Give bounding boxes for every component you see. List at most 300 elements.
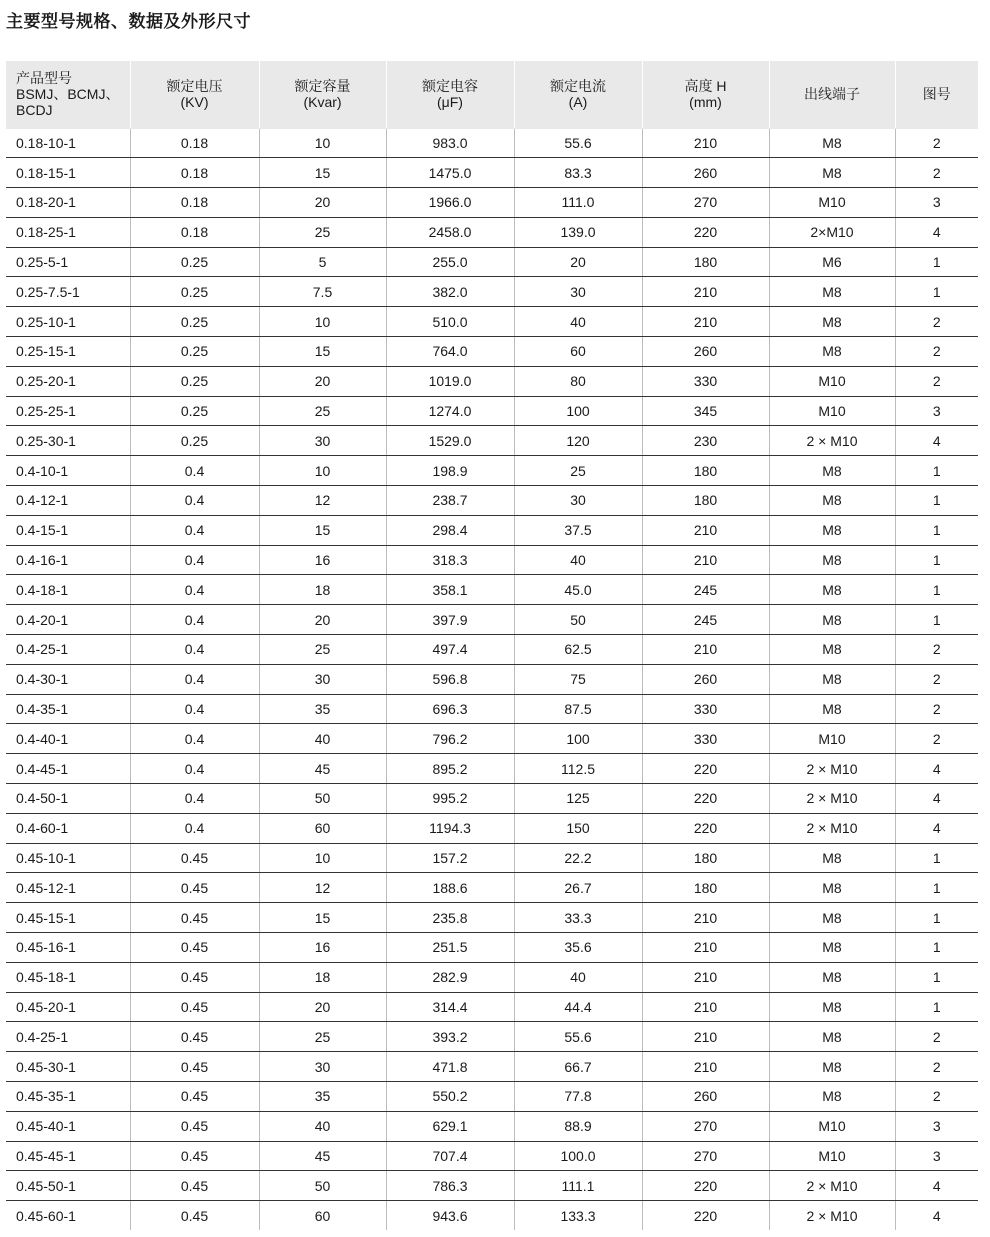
cell-rated-capacitance: 707.4 xyxy=(386,1141,514,1171)
cell-rated-capacitance: 382.0 xyxy=(386,277,514,307)
cell-rated-capacitance: 1194.3 xyxy=(386,813,514,843)
cell-rated-capacity: 15 xyxy=(259,337,386,367)
cell-rated-capacity: 15 xyxy=(259,903,386,933)
header-line: 额定容量 xyxy=(294,78,351,95)
table-row xyxy=(6,1111,978,1141)
cell-rated-voltage: 0.45 xyxy=(130,1171,259,1201)
cell-rated-capacity: 30 xyxy=(259,1052,386,1082)
cell-rated-capacity: 20 xyxy=(259,366,386,396)
cell-rated-voltage: 0.4 xyxy=(130,724,259,754)
table-row xyxy=(6,1141,978,1171)
cell-rated-current: 150 xyxy=(514,813,642,843)
cell-rated-capacity: 35 xyxy=(259,1082,386,1112)
cell-height: 210 xyxy=(642,277,769,307)
cell-rated-current: 100 xyxy=(514,724,642,754)
cell-rated-capacity: 45 xyxy=(259,754,386,784)
cell-rated-voltage: 0.4 xyxy=(130,694,259,724)
cell-model: 0.4-15-1 xyxy=(6,515,130,545)
cell-terminal: M8 xyxy=(769,1052,895,1082)
cell-rated-capacitance: 1274.0 xyxy=(386,396,514,426)
cell-rated-capacity: 16 xyxy=(259,545,386,575)
cell-height: 330 xyxy=(642,724,769,754)
column-header-height xyxy=(642,61,769,128)
cell-rated-voltage: 0.4 xyxy=(130,545,259,575)
cell-model: 0.4-18-1 xyxy=(6,575,130,605)
cell-rated-current: 62.5 xyxy=(514,635,642,665)
cell-model: 0.4-12-1 xyxy=(6,486,130,516)
cell-rated-capacitance: 764.0 xyxy=(386,337,514,367)
table-row xyxy=(6,217,978,247)
cell-model: 0.45-16-1 xyxy=(6,933,130,963)
cell-figure-number: 4 xyxy=(895,1201,978,1231)
cell-rated-current: 66.7 xyxy=(514,1052,642,1082)
cell-terminal: 2 × M10 xyxy=(769,813,895,843)
cell-rated-current: 25 xyxy=(514,456,642,486)
table-row xyxy=(6,337,978,367)
table-row xyxy=(6,724,978,754)
cell-terminal: M8 xyxy=(769,1082,895,1112)
cell-rated-voltage: 0.45 xyxy=(130,873,259,903)
cell-height: 210 xyxy=(642,635,769,665)
cell-rated-current: 40 xyxy=(514,307,642,337)
cell-rated-capacitance: 895.2 xyxy=(386,754,514,784)
cell-terminal: M10 xyxy=(769,1141,895,1171)
cell-figure-number: 1 xyxy=(895,843,978,873)
cell-height: 260 xyxy=(642,337,769,367)
cell-rated-current: 100.0 xyxy=(514,1141,642,1171)
column-header-rated-current xyxy=(514,61,642,128)
table-row xyxy=(6,813,978,843)
cell-terminal: M8 xyxy=(769,664,895,694)
cell-rated-voltage: 0.45 xyxy=(130,933,259,963)
cell-figure-number: 2 xyxy=(895,1052,978,1082)
cell-model: 0.45-35-1 xyxy=(6,1082,130,1112)
cell-terminal: M8 xyxy=(769,873,895,903)
cell-figure-number: 1 xyxy=(895,486,978,516)
cell-model: 0.4-16-1 xyxy=(6,545,130,575)
cell-figure-number: 1 xyxy=(895,962,978,992)
cell-figure-number: 2 xyxy=(895,1082,978,1112)
cell-figure-number: 2 xyxy=(895,1022,978,1052)
table-row xyxy=(6,754,978,784)
cell-rated-capacity: 12 xyxy=(259,873,386,903)
cell-rated-capacity: 25 xyxy=(259,635,386,665)
cell-model: 0.25-20-1 xyxy=(6,366,130,396)
column-header-terminal xyxy=(769,61,895,128)
cell-rated-voltage: 0.4 xyxy=(130,635,259,665)
cell-terminal: M8 xyxy=(769,515,895,545)
cell-rated-current: 111.1 xyxy=(514,1171,642,1201)
cell-height: 210 xyxy=(642,992,769,1022)
cell-model: 0.4-30-1 xyxy=(6,664,130,694)
cell-rated-capacity: 10 xyxy=(259,128,386,158)
cell-rated-capacitance: 157.2 xyxy=(386,843,514,873)
table-row xyxy=(6,575,978,605)
cell-height: 180 xyxy=(642,456,769,486)
header-line: 产品型号 xyxy=(16,70,72,87)
cell-rated-current: 83.3 xyxy=(514,158,642,188)
cell-rated-capacity: 5 xyxy=(259,247,386,277)
cell-rated-voltage: 0.45 xyxy=(130,1022,259,1052)
spec-table xyxy=(6,61,978,1230)
table-row xyxy=(6,843,978,873)
cell-rated-current: 77.8 xyxy=(514,1082,642,1112)
cell-rated-current: 44.4 xyxy=(514,992,642,1022)
cell-rated-voltage: 0.25 xyxy=(130,277,259,307)
cell-figure-number: 1 xyxy=(895,277,978,307)
cell-height: 220 xyxy=(642,754,769,784)
cell-terminal: M8 xyxy=(769,605,895,635)
table-row xyxy=(6,903,978,933)
table-row xyxy=(6,277,978,307)
header-line: BSMJ、BCMJ、 xyxy=(16,86,120,103)
cell-rated-voltage: 0.25 xyxy=(130,426,259,456)
cell-height: 330 xyxy=(642,694,769,724)
cell-model: 0.4-20-1 xyxy=(6,605,130,635)
table-row xyxy=(6,515,978,545)
cell-rated-current: 80 xyxy=(514,366,642,396)
cell-terminal: M8 xyxy=(769,158,895,188)
cell-terminal: M10 xyxy=(769,366,895,396)
cell-rated-capacitance: 510.0 xyxy=(386,307,514,337)
cell-figure-number: 3 xyxy=(895,396,978,426)
cell-rated-capacity: 10 xyxy=(259,307,386,337)
header-line: (A) xyxy=(568,94,588,111)
cell-rated-current: 55.6 xyxy=(514,1022,642,1052)
cell-model: 0.18-15-1 xyxy=(6,158,130,188)
cell-rated-voltage: 0.4 xyxy=(130,575,259,605)
cell-rated-capacity: 60 xyxy=(259,813,386,843)
cell-figure-number: 1 xyxy=(895,903,978,933)
cell-rated-voltage: 0.25 xyxy=(130,247,259,277)
cell-figure-number: 4 xyxy=(895,754,978,784)
cell-figure-number: 4 xyxy=(895,426,978,456)
cell-height: 220 xyxy=(642,217,769,247)
cell-rated-current: 120 xyxy=(514,426,642,456)
cell-figure-number: 4 xyxy=(895,784,978,814)
cell-rated-capacity: 30 xyxy=(259,426,386,456)
cell-model: 0.45-50-1 xyxy=(6,1171,130,1201)
cell-height: 260 xyxy=(642,158,769,188)
table-row xyxy=(6,545,978,575)
header-line: 出线端子 xyxy=(804,86,860,103)
column-header-rated-voltage xyxy=(130,61,259,128)
cell-terminal: M8 xyxy=(769,307,895,337)
cell-rated-capacitance: 235.8 xyxy=(386,903,514,933)
cell-rated-capacity: 25 xyxy=(259,217,386,247)
table-row xyxy=(6,426,978,456)
cell-terminal: 2 × M10 xyxy=(769,754,895,784)
cell-height: 345 xyxy=(642,396,769,426)
cell-height: 180 xyxy=(642,486,769,516)
table-body xyxy=(6,128,978,1230)
cell-model: 0.45-60-1 xyxy=(16,1207,76,1224)
table-row xyxy=(6,784,978,814)
cell-rated-capacity: 40 xyxy=(259,724,386,754)
cell-rated-capacity: 12 xyxy=(259,486,386,516)
cell-terminal: M8 xyxy=(769,128,895,158)
cell-figure-number: 2 xyxy=(895,337,978,367)
cell-rated-capacitance: 238.7 xyxy=(386,486,514,516)
cell-rated-capacity: 30 xyxy=(259,664,386,694)
cell-height: 220 xyxy=(642,1201,769,1231)
cell-rated-current: 50 xyxy=(514,605,642,635)
cell-rated-voltage: 0.45 xyxy=(130,1111,259,1141)
cell-figure-number: 1 xyxy=(895,247,978,277)
cell-terminal: M8 xyxy=(769,456,895,486)
cell-terminal: 2 × M10 xyxy=(769,1171,895,1201)
cell-rated-capacity: 16 xyxy=(259,933,386,963)
cell-rated-capacity: 15 xyxy=(259,515,386,545)
cell-terminal: M8 xyxy=(769,486,895,516)
cell-rated-voltage: 0.4 xyxy=(130,456,259,486)
header-line: 图号 xyxy=(922,86,951,103)
cell-height: 270 xyxy=(642,1141,769,1171)
cell-rated-voltage: 0.4 xyxy=(130,515,259,545)
cell-model: 0.25-5-1 xyxy=(6,247,130,277)
cell-model: 0.18-25-1 xyxy=(6,217,130,247)
cell-rated-capacitance: 298.4 xyxy=(386,515,514,545)
cell-rated-capacity: 45 xyxy=(259,1141,386,1171)
cell-terminal: M10 xyxy=(769,396,895,426)
cell-figure-number: 1 xyxy=(895,575,978,605)
cell-rated-voltage: 0.4 xyxy=(130,664,259,694)
cell-terminal: M8 xyxy=(769,843,895,873)
cell-figure-number: 3 xyxy=(895,1111,978,1141)
cell-model: 0.4-25-1 xyxy=(6,635,130,665)
cell-model: 0.25-30-1 xyxy=(6,426,130,456)
cell-rated-voltage: 0.45 xyxy=(130,992,259,1022)
cell-rated-capacitance: 397.9 xyxy=(386,605,514,635)
cell-rated-capacity: 15 xyxy=(259,158,386,188)
cell-rated-current: 87.5 xyxy=(514,694,642,724)
cell-rated-current: 133.3 xyxy=(514,1201,642,1231)
cell-rated-current: 139.0 xyxy=(514,217,642,247)
cell-figure-number: 2 xyxy=(895,307,978,337)
cell-rated-capacity: 25 xyxy=(259,1022,386,1052)
cell-rated-capacitance: 1019.0 xyxy=(386,366,514,396)
cell-rated-capacitance: 393.2 xyxy=(386,1022,514,1052)
cell-terminal: 2 × M10 xyxy=(769,784,895,814)
cell-height: 270 xyxy=(642,1111,769,1141)
cell-rated-voltage: 0.45 xyxy=(130,962,259,992)
table-row xyxy=(6,247,978,277)
cell-terminal: M8 xyxy=(769,992,895,1022)
cell-height: 230 xyxy=(642,426,769,456)
cell-rated-capacity: 10 xyxy=(259,843,386,873)
header-line: (KV) xyxy=(180,94,209,111)
cell-rated-capacitance: 358.1 xyxy=(386,575,514,605)
cell-rated-voltage: 0.4 xyxy=(130,784,259,814)
header-line: 额定电容 xyxy=(422,78,478,95)
cell-rated-voltage: 0.4 xyxy=(130,813,259,843)
cell-height: 210 xyxy=(642,903,769,933)
cell-rated-current: 55.6 xyxy=(514,128,642,158)
cell-rated-voltage: 0.25 xyxy=(130,337,259,367)
cell-terminal: 2 × M10 xyxy=(769,1201,895,1231)
cell-rated-current: 37.5 xyxy=(514,515,642,545)
cell-model: 0.25-10-1 xyxy=(6,307,130,337)
table-row xyxy=(6,873,978,903)
cell-rated-current: 88.9 xyxy=(514,1111,642,1141)
table-row xyxy=(6,396,978,426)
cell-rated-capacitance: 188.6 xyxy=(386,873,514,903)
cell-rated-current: 30 xyxy=(514,486,642,516)
cell-model: 0.45-18-1 xyxy=(6,962,130,992)
cell-figure-number: 2 xyxy=(895,128,978,158)
column-header-model xyxy=(6,61,130,128)
cell-figure-number: 1 xyxy=(895,873,978,903)
table-row xyxy=(6,1022,978,1052)
cell-model: 0.45-40-1 xyxy=(6,1111,130,1141)
cell-figure-number: 1 xyxy=(895,545,978,575)
cell-terminal: M6 xyxy=(769,247,895,277)
cell-rated-capacity: 20 xyxy=(259,992,386,1022)
cell-rated-capacitance: 1966.0 xyxy=(386,188,514,218)
cell-rated-voltage: 0.4 xyxy=(130,486,259,516)
cell-terminal: M8 xyxy=(769,903,895,933)
cell-rated-capacity: 18 xyxy=(259,962,386,992)
page-title: 主要型号规格、数据及外形尺寸 xyxy=(6,12,251,32)
column-header-rated-capacitance xyxy=(386,61,514,128)
cell-terminal: M10 xyxy=(769,1111,895,1141)
cell-height: 210 xyxy=(642,1052,769,1082)
cell-height: 220 xyxy=(642,813,769,843)
cell-terminal: M8 xyxy=(769,933,895,963)
cell-rated-capacitance: 314.4 xyxy=(386,992,514,1022)
cell-figure-number: 4 xyxy=(895,1171,978,1201)
cell-rated-voltage: 0.45 xyxy=(130,843,259,873)
table-row xyxy=(6,366,978,396)
cell-model: 0.25-15-1 xyxy=(6,337,130,367)
cell-terminal: 2×M10 xyxy=(769,217,895,247)
cell-rated-voltage: 0.4 xyxy=(130,605,259,635)
cell-rated-voltage: 0.18 xyxy=(130,217,259,247)
cell-rated-capacitance: 995.2 xyxy=(386,784,514,814)
cell-rated-capacitance: 251.5 xyxy=(386,933,514,963)
cell-rated-capacitance: 796.2 xyxy=(386,724,514,754)
cell-rated-voltage: 0.45 xyxy=(130,903,259,933)
cell-rated-capacitance: 629.1 xyxy=(386,1111,514,1141)
cell-rated-capacity: 7.5 xyxy=(259,277,386,307)
cell-height: 270 xyxy=(642,188,769,218)
cell-height: 210 xyxy=(642,307,769,337)
cell-height: 220 xyxy=(642,1171,769,1201)
cell-figure-number: 1 xyxy=(895,456,978,486)
table-row xyxy=(6,307,978,337)
cell-rated-capacitance: 471.8 xyxy=(386,1052,514,1082)
cell-rated-capacity: 50 xyxy=(259,1171,386,1201)
header-line: 额定电流 xyxy=(550,78,606,95)
table-row xyxy=(6,158,978,188)
cell-figure-number: 2 xyxy=(895,694,978,724)
cell-height: 245 xyxy=(642,605,769,635)
cell-terminal: M10 xyxy=(769,188,895,218)
table-row xyxy=(6,486,978,516)
cell-figure-number: 4 xyxy=(895,813,978,843)
cell-rated-current: 125 xyxy=(514,784,642,814)
cell-rated-voltage: 0.45 xyxy=(130,1141,259,1171)
cell-rated-current: 75 xyxy=(514,664,642,694)
cell-height: 180 xyxy=(642,873,769,903)
cell-rated-current: 40 xyxy=(514,962,642,992)
table-row xyxy=(6,992,978,1022)
cell-model: 0.25-25-1 xyxy=(6,396,130,426)
table-row xyxy=(6,1052,978,1082)
cell-rated-capacitance: 696.3 xyxy=(386,694,514,724)
table-row xyxy=(6,694,978,724)
cell-height: 260 xyxy=(642,664,769,694)
cell-height: 180 xyxy=(642,247,769,277)
cell-terminal: M8 xyxy=(769,635,895,665)
cell-rated-capacitance: 943.6 xyxy=(386,1201,514,1231)
column-header-figure-number xyxy=(895,61,978,128)
cell-rated-current: 35.6 xyxy=(514,933,642,963)
table-row xyxy=(6,128,978,158)
cell-figure-number: 3 xyxy=(895,188,978,218)
column-header-rated-capacity xyxy=(259,61,386,128)
cell-rated-capacity: 50 xyxy=(259,784,386,814)
cell-rated-voltage: 0.45 xyxy=(130,1082,259,1112)
cell-figure-number: 3 xyxy=(895,1141,978,1171)
cell-model: 0.4-35-1 xyxy=(6,694,130,724)
cell-rated-current: 40 xyxy=(514,545,642,575)
header-line: 高度 H xyxy=(684,78,727,95)
cell-rated-voltage: 0.25 xyxy=(130,396,259,426)
cell-figure-number: 1 xyxy=(895,605,978,635)
cell-model: 0.45-12-1 xyxy=(6,873,130,903)
cell-model: 0.4-10-1 xyxy=(6,456,130,486)
cell-figure-number: 2 xyxy=(895,366,978,396)
cell-rated-capacity: 10 xyxy=(259,456,386,486)
cell-model: 0.18-20-1 xyxy=(6,188,130,218)
cell-model: 0.4-40-1 xyxy=(6,724,130,754)
cell-rated-voltage: 0.25 xyxy=(130,307,259,337)
cell-height: 260 xyxy=(642,1082,769,1112)
cell-height: 245 xyxy=(642,575,769,605)
cell-rated-capacitance: 550.2 xyxy=(386,1082,514,1112)
cell-rated-current: 26.7 xyxy=(514,873,642,903)
cell-model: 0.45-10-1 xyxy=(6,843,130,873)
cell-height: 210 xyxy=(642,962,769,992)
cell-terminal: M10 xyxy=(769,724,895,754)
cell-rated-capacitance: 2458.0 xyxy=(386,217,514,247)
cell-model: 0.45-30-1 xyxy=(6,1052,130,1082)
table-row xyxy=(6,962,978,992)
cell-height: 210 xyxy=(642,128,769,158)
cell-rated-voltage: 0.25 xyxy=(130,366,259,396)
cell-model: 0.45-15-1 xyxy=(6,903,130,933)
cell-terminal: M8 xyxy=(769,1022,895,1052)
header-line: 额定电压 xyxy=(166,78,223,95)
cell-rated-current: 112.5 xyxy=(514,754,642,784)
cell-rated-capacitance: 1475.0 xyxy=(386,158,514,188)
cell-rated-capacity: 18 xyxy=(259,575,386,605)
cell-height: 210 xyxy=(642,933,769,963)
cell-rated-voltage: 0.18 xyxy=(130,158,259,188)
cell-figure-number: 4 xyxy=(895,217,978,247)
cell-rated-capacitance: 786.3 xyxy=(386,1171,514,1201)
table-row xyxy=(6,664,978,694)
table-row xyxy=(6,1082,978,1112)
cell-figure-number: 2 xyxy=(895,158,978,188)
cell-rated-current: 45.0 xyxy=(514,575,642,605)
cell-rated-capacity: 25 xyxy=(259,396,386,426)
cell-terminal: M8 xyxy=(769,962,895,992)
cell-model: 0.45-20-1 xyxy=(6,992,130,1022)
cell-model: 0.25-7.5-1 xyxy=(6,277,130,307)
cell-rated-capacity: 60 xyxy=(259,1201,386,1231)
